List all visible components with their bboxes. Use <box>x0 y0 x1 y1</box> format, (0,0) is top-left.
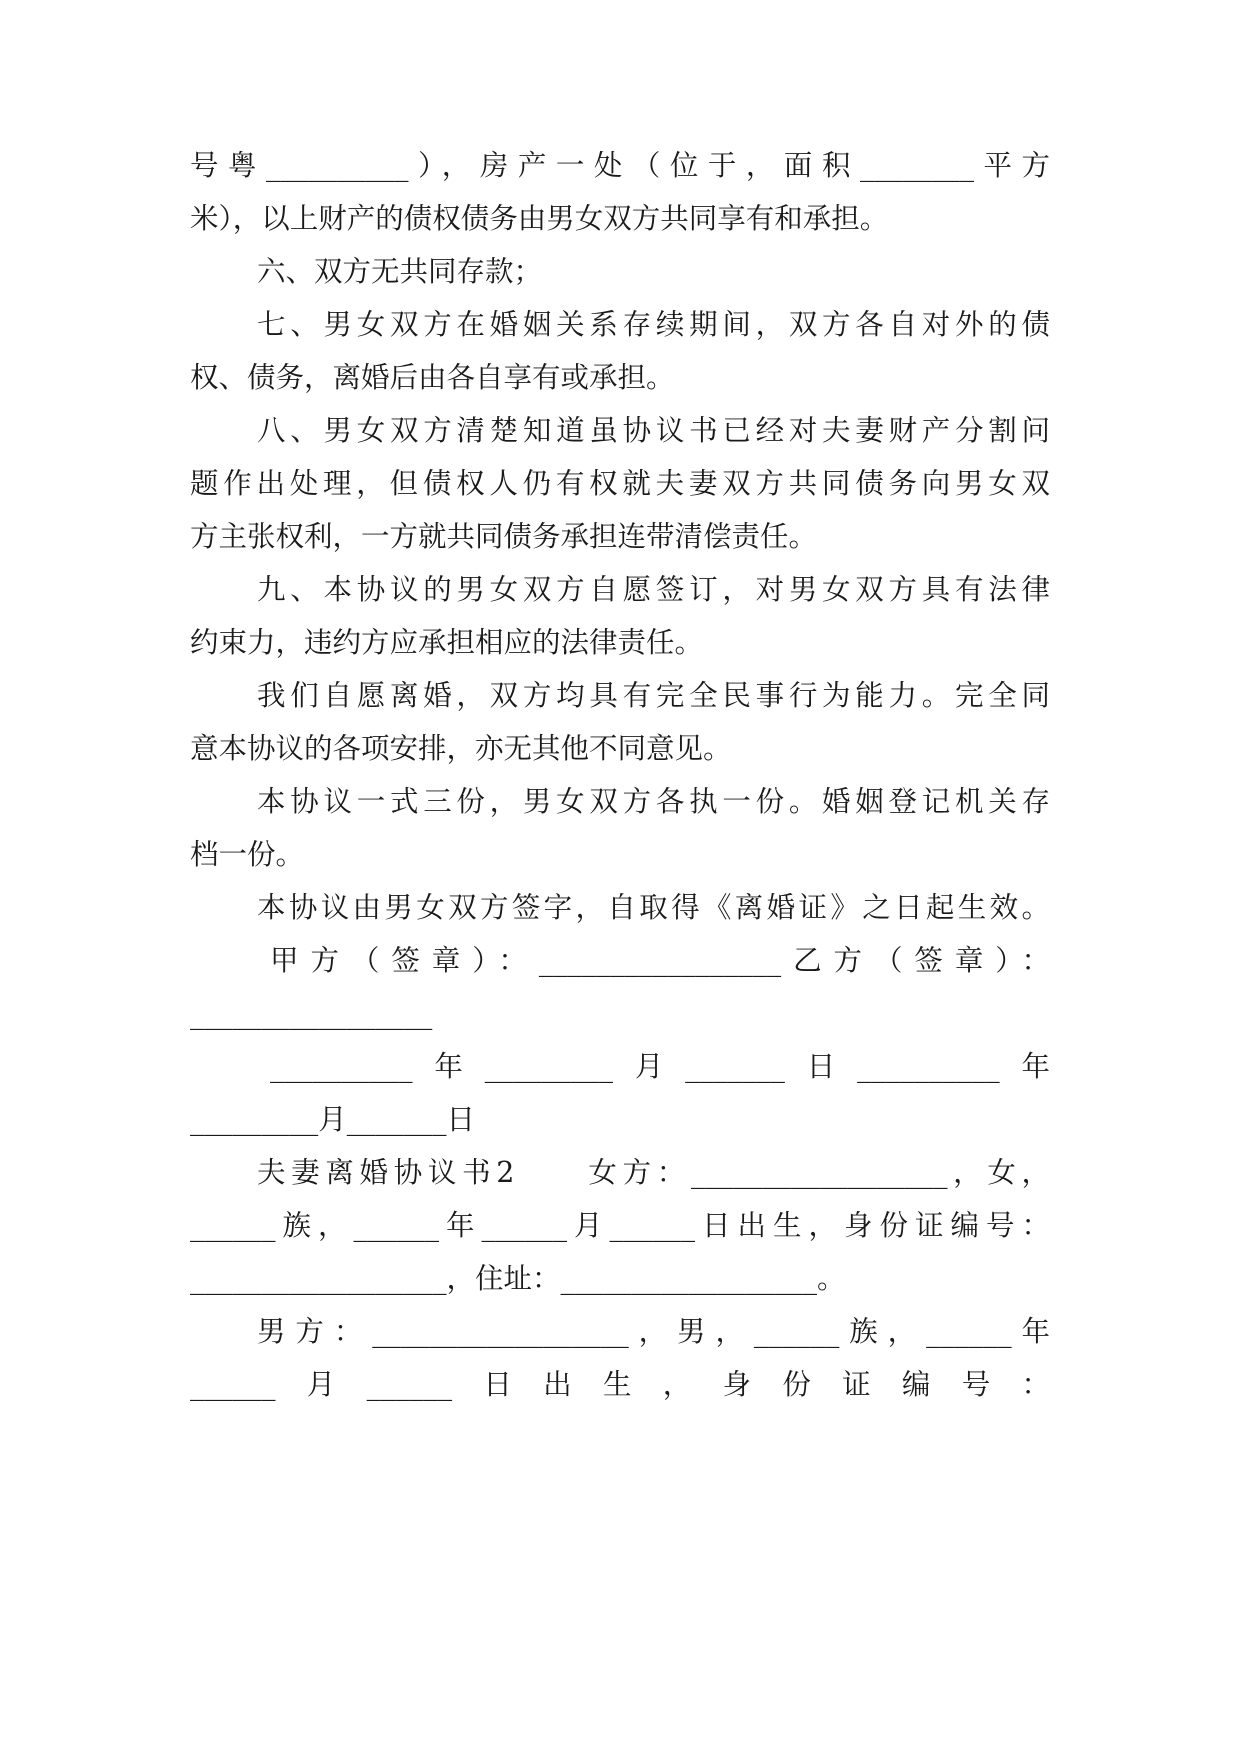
text-line: 本协议由男女双方签字，自取得《离婚证》之日起生效。 <box>257 891 1050 924</box>
text-line: 题作出处理，但债权人仍有权就夫妻双方共同债务向男女双 <box>190 467 1050 500</box>
text-line: 我们自愿离婚，双方均具有完全民事行为能力。完全同 <box>257 679 1050 712</box>
text-line: 八、男女双方清楚知道虽协议书已经对夫妻财产分割问 <box>257 414 1050 447</box>
date-line: _________月_______日 <box>190 1103 476 1136</box>
text-line: 约束力，违约方应承担相应的法律责任。 <box>190 626 704 659</box>
signature-blank: _________________ <box>190 997 433 1030</box>
text-line: __________________，住址：__________________。 <box>190 1262 846 1295</box>
date-line: __________年_________月_______日__________年 <box>270 1050 1050 1083</box>
text-line: 六、双方无共同存款； <box>257 255 543 288</box>
text-line: 本协议一式三份，男女双方各执一份。婚姻登记机关存 <box>257 785 1050 818</box>
text-line: 档一份。 <box>190 838 305 871</box>
text-line: 米），以上财产的债权债务由男女双方共同享有和承担。 <box>190 202 889 235</box>
text-line: ______族，______年______月______日出生，身份证编号： <box>190 1209 1050 1242</box>
text-line: 男方：__________________，男，______族，______年 <box>257 1315 1050 1348</box>
text-line: 七、男女双方在婚姻关系存续期间，双方各自对外的债 <box>257 308 1050 341</box>
text-line: 方主张权利，一方就共同债务承担连带清偿责任。 <box>190 520 818 553</box>
text-line: 九、本协议的男女双方自愿签订，对男女双方具有法律 <box>257 573 1050 606</box>
signature-line: 甲方（签章）：_________________乙方（签章）： <box>270 944 1050 977</box>
text-line: 号粤__________），房产一处（位于，面积________平方 <box>190 149 1050 182</box>
text-line: ______月______日出生，身份证编号： <box>190 1368 1050 1401</box>
text-line: 意本协议的各项安排，亦无其他不同意见。 <box>190 732 732 765</box>
text-line: 夫妻离婚协议书2 女方：__________________，女， <box>257 1156 1050 1189</box>
text-line: 权、债务，离婚后由各自享有或承担。 <box>190 361 675 394</box>
